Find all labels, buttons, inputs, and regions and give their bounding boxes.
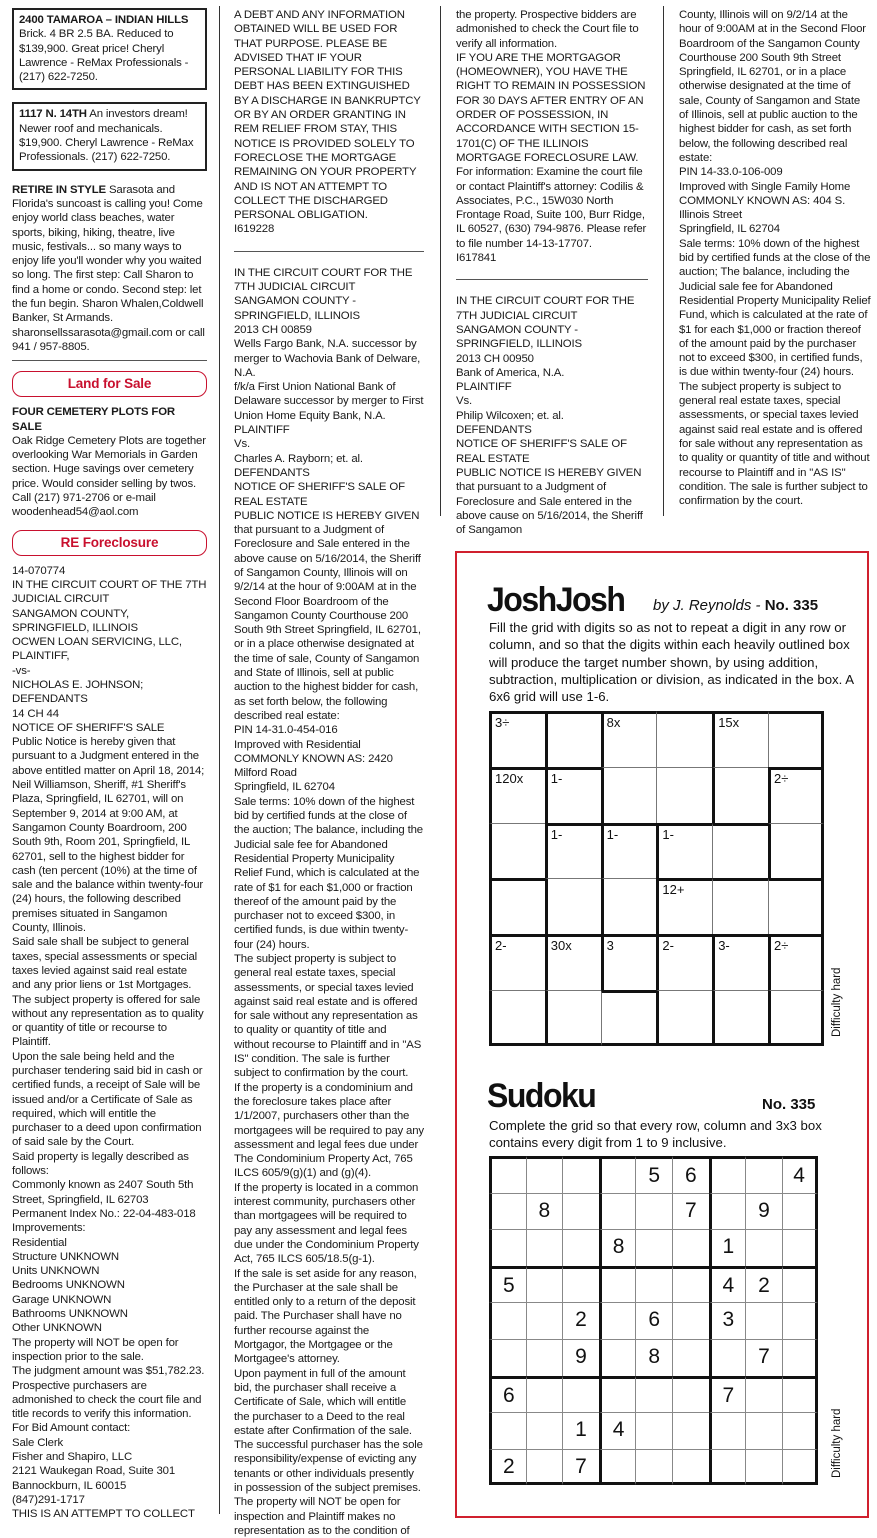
kenken-grid[interactable] [489,711,824,1046]
sudoku-cell[interactable] [599,1302,636,1339]
kenken-cell[interactable] [545,878,601,934]
sudoku-given: 4 [612,1418,625,1442]
sudoku-cell[interactable] [782,1412,819,1449]
kenken-cell[interactable] [601,823,657,879]
sudoku-given: 7 [575,1454,587,1478]
sudoku-cell[interactable] [745,1193,782,1230]
sudoku-given: 6 [502,1383,515,1407]
sudoku-cell[interactable] [745,1412,782,1449]
sudoku-cell[interactable] [672,1302,709,1339]
cage-label: 120x [495,770,524,786]
ad-body: Sarasota and Florida's suncoast is calling you! Come enjoy world class beaches, water sports, biking, hiking, theatre, live music, festivals... so many ways to enjoy life you'll wonder why you waited so long. The first step: Call Sharon to find a home or condo. Second step: let the fun begin. Sharon Whalen,Coldwell Banker, St Armands. sharonsellssarasota@gmail.com or call 941 / 957-8805. [12,183,205,353]
legal-notice-wilcoxen: IN THE CIRCUIT COURT FOR THE 7TH JUDICIAL CIRCUIT SANGAMON COUNTY - SPRINGFIELD, ILLINOIS 2013 CH 00950 Bank of America, N.A. PLAINTIFF Vs. Philip Wilcoxen; et. al. DEFENDANTS NOTICE OF SHERIFF'S SALE OF REAL ESTATE PUBLIC NOTICE IS HEREBY GIVEN that pursuant to a Judgment of Foreclosure and Sale entered in the above cause on 5/16/2014, the Sheriff of Sangamon [456,295,643,537]
sudoku-cell[interactable] [489,1229,526,1266]
cage-label: 15x [718,715,740,730]
sudoku-cell[interactable] [526,1156,563,1193]
sudoku-cell[interactable] [672,1266,709,1303]
kenken-byline [653,597,818,614]
sudoku-cell[interactable] [745,1302,782,1339]
puzzles-panel [455,551,869,1518]
kenken-cell[interactable] [712,878,768,934]
column-rule [440,6,441,516]
column-4 [679,8,871,508]
sudoku-cell[interactable] [526,1376,563,1413]
sudoku-cell[interactable] [489,1302,526,1339]
kenken-cell[interactable] [545,823,601,879]
sudoku-cell[interactable] [635,1376,672,1413]
kenken-cell[interactable] [768,767,824,823]
ad-cemetery [12,405,207,519]
sudoku-cell[interactable] [635,1412,672,1449]
sudoku-number-label: No. 335 [762,1096,816,1113]
column-2 [234,8,424,1538]
sudoku-cell[interactable] [709,1449,746,1486]
kenken-cell[interactable] [489,823,545,879]
sudoku-cell[interactable] [599,1339,636,1376]
kenken-cell[interactable] [712,823,768,879]
legal-notice-johnson-cont: A DEBT AND ANY INFORMATION OBTAINED WILL BE USED FOR THAT PURPOSE. PLEASE BE ADVISED THAT IF YOUR PERSONAL LIABILITY FOR THIS DEBT HAS BEEN EXTINGUISHED BY A DISCHARGE IN BANKRUPTCY OR BY AN ORDER GRANTING IN REM RELIEF FROM STAY, THIS NOTICE IS PROVIDED SOLELY TO FORECLOSE THE MORTGAGE REMAINING ON YOUR PROPERTY AND IS NOT AN ATTEMPT TO COLLECT THE DISCHARGED PERSONAL OBLIGATION. I619228 [234,9,421,236]
sudoku-cell[interactable] [562,1302,599,1339]
kenken-cell[interactable] [768,990,824,1046]
sudoku-cell[interactable] [489,1376,526,1413]
sudoku-cell[interactable] [599,1412,636,1449]
ad-headline: FOUR CEMETERY PLOTS FOR SALE [12,406,175,433]
cage-label: 2÷ [774,770,789,786]
cage-label: 3 [606,938,614,954]
kenken-cell[interactable] [601,711,657,767]
kenken-author: by J. Reynolds - [653,597,765,614]
sudoku-title: Sudoku [487,1075,596,1115]
kenken-cell[interactable] [601,767,657,823]
legal-notice-rayborn-cont: the property. Prospective bidders are admonished to check the Court file to verify all information. IF YOU ARE THE MORTGAGOR (HOMEOWNER), YOU HAVE THE RIGHT TO REMAIN IN POSSESSION FOR 30 DAYS AFTER ENTRY OF AN ORDER OF POSSESSION, IN ACCORDANCE WITH SECTION 15-1701(C) OF THE ILLINOIS MORTGAGE FORECLOSURE LAW. For information: Examine the court file or contact Plaintiff's attorney: Codilis & Associates, P.C., 15W030 North Frontage Road, Suite 100, Burr Ridge, IL 60527, (630) 794-9876. Please refer to file number 14-13-17707. I617841 [456,9,647,265]
cage-label: 1- [550,826,563,842]
cage-label: 3÷ [495,715,510,730]
kenken-cell[interactable] [656,823,712,879]
sudoku-cell[interactable] [782,1266,819,1303]
ad-tamaroa [12,8,207,90]
sudoku-cell[interactable] [599,1193,636,1230]
kenken-cell[interactable] [768,934,824,990]
cage-label: 1- [550,770,563,786]
sudoku-cell[interactable] [709,1339,746,1376]
sudoku-given: 8 [612,1235,625,1259]
sudoku-cell[interactable] [526,1193,563,1230]
kenken-cell[interactable] [712,990,768,1046]
sudoku-cell[interactable] [599,1156,636,1193]
sudoku-cell[interactable] [635,1193,672,1230]
sudoku-cell[interactable] [489,1412,526,1449]
sudoku-given: 3 [722,1308,735,1332]
divider [234,251,424,252]
sudoku-cell[interactable] [562,1376,599,1413]
sudoku-cell[interactable] [526,1339,563,1376]
sudoku-cell[interactable] [562,1156,599,1193]
sudoku-given: 2 [502,1454,515,1478]
sudoku-cell[interactable] [672,1229,709,1266]
legal-notice-rayborn: IN THE CIRCUIT COURT FOR THE 7TH JUDICIAL CIRCUIT SANGAMON COUNTY - SPRINGFIELD, ILLINOIS 2013 CH 00859 Wells Fargo Bank, N.A. successor by merger to Wachovia Bank of Delware, N.A. f/k/a First Union National Bank of Delaware successor by merger to First Union Home Equity Bank, N.A. PLAINTIFF Vs. Charles A. Rayborn; et. al. DEFENDANTS NOTICE OF SHERIFF'S SALE OF REAL ESTATE PUBLIC NOTICE IS HEREBY GIVEN that pursuant to a Judgment of Foreclosure and Sale entered in the above cause on 5/16/2014, the Sheriff of Sangamon County, Illinois will on 9/2/14 at the hour of 9:00AM at in the Second Floor Boardroom of the Sangamon County Courthouse 200 South 9th Street Springfield, IL 62701, or in a place otherwise designated at the time of sale, County of Sangamon and State of Illinois, sell at public auction to the highest bidder for cash, as set forth below, the following described real estate: PIN 14-31.0-454-016 Improved with Residential COMMONLY KNOWN AS: 2420 Milford Road Springfield, IL 62704 Sale terms: 10% down of the highest bid by certified funds at the close of the auction; The balance, including the Judicial sale fee for Abandoned Residential Property Municipality Relief Fund, which is calculated at the rate of $1 for each $1,000 or fraction thereof of the amount paid by the purchaser not to exceed $300, in certified funds, is due within twenty-four (24) hours. The subject property is subject to general real estate taxes, special assessments, or special taxes levied against said real estate and is offered for sale without any representation as to quality or quantity of title and without recourse to Plaintiff and in "AS IS" condition. The sale is further subject to confirmation by the court. If the property is a condominium and the foreclosure takes place after 1/1/2007, purchasers other than the mortgagees will be required to pay any assessment and legal fees due under The Condominium Property Act, 765 ILCS 605/9(g)(1) and (g)(4). If the property is located in a common interest community, purchasers other than mortgagees will be required to pay any assessment and legal fees due under the Condominium Property Act, 765 ILCS 605/18.5(g-1). If the sale is set aside for any reason, the Purchaser at the sale shall be entitled only to a return of the deposit paid. The Purchaser shall have no further recourse against the Mortgagor, the Mortgagee or the Mortgagee's attorney. Upon payment in full of the amount bid, the purchaser shall receive a Certificate of Sale, which will entitle the purchaser to a Deed to the real estate after Confirmation of the sale. The successful purchaser has the sole responsibility/expense of evicting any tenants or other individuals presently in possession of the subject premises. The property will NOT be open for inspection and Plaintiff makes no representation as to the condition of [234,266,424,1537]
divider [456,279,648,280]
legal-notice-wilcoxen-cont: County, Illinois will on 9/2/14 at the hour of 9:00AM at in the Second Floor Boardroom of the Sangamon County Courthouse 200 South 9th Street Springfield, IL 62701, or in a place otherwise designated at the time of sale, County of Sangamon and State of Illinois, sell at public auction to the highest bidder for cash, as set forth below, the following described real estate: PIN 14-33.0-106-009 Improved with Single Family Home COMMONLY KNOWN AS: 404 S. Illinois Street Springfield, IL 62704 Sale terms: 10% down of the highest bid by certified funds at the close of the auction; The balance, including the Judicial sale fee for Abandoned Residential Property Municipality Relief Fund, which is calculated at the rate of $1 for each $1,000 or fraction thereof of the amount paid by the purchaser not to exceed $300, in certified funds, is due within twenty-four (24) hours. The subject property is subject to general real estate taxes, special assessments, or special taxes levied against said real estate and is offered for sale without any representation as to quality or quantity of title and without recourse to Plaintiff and in "AS IS" condition. The sale is further subject to confirmation by the court. [679,9,871,508]
sudoku-cell[interactable] [599,1449,636,1486]
sudoku-cell[interactable] [745,1376,782,1413]
sudoku-cell[interactable] [672,1156,709,1193]
kenken-cell[interactable] [656,990,712,1046]
kenken-difficulty: Difficulty hard [831,967,843,1037]
kenken-title: JoshJosh [487,579,625,619]
sudoku-cell[interactable] [489,1339,526,1376]
sudoku-cell[interactable] [782,1193,819,1230]
ad-headline: 1117 N. 14TH [19,108,87,121]
sudoku-cell[interactable] [672,1449,709,1486]
sudoku-cell[interactable] [526,1302,563,1339]
kenken-cell[interactable] [489,934,545,990]
kenken-cell[interactable] [489,878,545,934]
sudoku-cell[interactable] [782,1302,819,1339]
sudoku-cell[interactable] [745,1156,782,1193]
kenken-cell[interactable] [768,878,824,934]
sudoku-cell[interactable] [709,1412,746,1449]
kenken-cell[interactable] [712,767,768,823]
kenken-cell[interactable] [768,711,824,767]
sudoku-cell[interactable] [782,1376,819,1413]
sudoku-given: 2 [575,1308,587,1332]
sudoku-cell[interactable] [782,1449,819,1486]
ad-retire [12,183,207,355]
sudoku-instructions: Complete the grid so that every row, column and 3x3 box contains every digit from 1 to 9 inclusive. [489,1118,822,1151]
sudoku-given: 5 [502,1273,515,1297]
sudoku-cell[interactable] [782,1229,819,1266]
cage-label: 8x [606,715,621,730]
kenken-cell[interactable] [489,711,545,767]
ad-14th [12,102,207,170]
sudoku-cell[interactable] [745,1266,782,1303]
sudoku-cell[interactable] [745,1229,782,1266]
cage-label: 12+ [662,882,685,898]
cage-label: 1- [662,826,674,842]
sudoku-cell[interactable] [599,1229,636,1266]
sudoku-cell[interactable] [745,1449,782,1486]
sudoku-cell[interactable] [709,1229,746,1266]
cage-label: 2÷ [774,938,789,954]
ad-headline: RETIRE IN STYLE [12,183,106,196]
sudoku-cell[interactable] [745,1339,782,1376]
cage-label: 2- [495,938,507,954]
cage-label: 1- [606,826,619,842]
ad-body: Oak Ridge Cemetery Plots are together overlooking War Memorials in Garden section. Huge savings over cemetery price. Would consider selling by twos. Call (217) 971-2706 or e-mail woodenhead54@aol.com [12,434,206,519]
sudoku-difficulty: Difficulty hard [831,1408,843,1478]
kenken-cell[interactable] [489,767,545,823]
sudoku-cell[interactable] [489,1193,526,1230]
kenken-cell[interactable] [712,711,768,767]
kenken-cell[interactable] [601,878,657,934]
divider [12,360,207,361]
sudoku-given: 6 [684,1164,697,1187]
sudoku-given: 2 [758,1273,770,1297]
sudoku-cell[interactable] [562,1339,599,1376]
sudoku-given: 5 [648,1164,661,1187]
sudoku-cell[interactable] [672,1193,709,1230]
ad-body: Brick. 4 BR 2.5 BA. Reduced to $139,900. Great price! Cheryl Lawrence - ReMax Professionals - (217) 622-7250. [19,28,189,84]
kenken-cell[interactable] [656,711,712,767]
column-rule [663,6,664,516]
ad-body: An investors dream! Newer roof and mechanicals. $19,900. Cheryl Lawrence - ReMax Professionals. (217) 622-7250. [19,108,194,164]
ad-headline: 2400 TAMAROA – INDIAN HILLS [19,14,189,26]
sudoku-cell[interactable] [562,1412,599,1449]
column-rule [219,6,220,1514]
kenken-cell[interactable] [601,990,657,1046]
sudoku-cell[interactable] [599,1266,636,1303]
sudoku-cell[interactable] [562,1266,599,1303]
sudoku-grid[interactable] [489,1156,818,1485]
kenken-cell[interactable] [712,934,768,990]
sudoku-given: 8 [648,1345,661,1368]
sudoku-cell[interactable] [489,1266,526,1303]
kenken-number: No. 335 [764,597,819,614]
cage-label: 2- [662,938,674,954]
sudoku-given: 9 [758,1198,770,1222]
kenken-cell[interactable] [545,711,601,767]
sudoku-cell[interactable] [599,1376,636,1413]
sudoku-cell[interactable] [562,1193,599,1230]
sudoku-cell[interactable] [782,1339,819,1376]
sudoku-cell[interactable] [562,1229,599,1266]
sudoku-given: 7 [722,1383,735,1407]
sudoku-given: 4 [722,1273,735,1297]
kenken-instructions: Fill the grid with digits so as not to repeat a digit in any row or column, and so that the digits within each heavily outlined box will produce the target number shown, by using addition, subtraction, multiplication or division, as indicated in the box. A 6x6 grid will use 1-6. [489,620,854,705]
sudoku-cell[interactable] [635,1156,672,1193]
sudoku-cell[interactable] [672,1412,709,1449]
sudoku-cell[interactable] [672,1376,709,1413]
sudoku-cell[interactable] [782,1156,819,1193]
sudoku-cell[interactable] [562,1449,599,1486]
sudoku-cell[interactable] [489,1449,526,1486]
sudoku-given: 4 [793,1164,805,1187]
kenken-cell[interactable] [545,934,601,990]
kenken-cell[interactable] [601,934,657,990]
sudoku-cell[interactable] [709,1266,746,1303]
kenken-cell[interactable] [489,990,545,1046]
sudoku-given: 6 [648,1308,661,1332]
sudoku-cell[interactable] [672,1339,709,1376]
kenken-cell[interactable] [656,767,712,823]
sudoku-cell[interactable] [635,1266,672,1303]
sudoku-cell[interactable] [526,1449,563,1486]
sudoku-number [762,1096,815,1113]
kenken-cell[interactable] [768,823,824,879]
sudoku-cell[interactable] [709,1302,746,1339]
sudoku-cell[interactable] [526,1229,563,1266]
sudoku-given: 7 [758,1345,770,1368]
kenken-cell[interactable] [656,878,712,934]
section-head-land: Land for Sale [12,371,207,397]
column-3 [456,8,648,537]
sudoku-cell[interactable] [709,1193,746,1230]
sudoku-cell[interactable] [709,1376,746,1413]
sudoku-cell[interactable] [709,1156,746,1193]
column-1 [12,8,207,1522]
sudoku-given: 9 [575,1345,587,1368]
sudoku-cell[interactable] [635,1339,672,1376]
kenken-cell[interactable] [545,990,601,1046]
kenken-cell[interactable] [545,767,601,823]
sudoku-cell[interactable] [526,1266,563,1303]
sudoku-given: 8 [538,1198,551,1222]
cage-label: 3- [718,938,730,954]
section-head-foreclosure: RE Foreclosure [12,530,207,556]
sudoku-given: 7 [684,1198,697,1222]
cage-label: 30x [550,938,572,954]
sudoku-cell[interactable] [635,1449,672,1486]
legal-notice-johnson: 14-070774 IN THE CIRCUIT COURT OF THE 7TH JUDICIAL CIRCUIT SANGAMON COUNTY, SPRINGFIELD, ILLINOIS OCWEN LOAN SERVICING, LLC, PLAINTIFF, -vs- NICHOLAS E. JOHNSON; DEFENDANTS 14 CH 44 NOTICE OF SHERIFF'S SALE Public Notice is hereby given that pursuant to a Judgment entered in the above entitled matter on April 18, 2014; Neil Williamson, Sheriff, #1 Sheriff's Plaza, Springfield, IL 62701, will on September 9, 2014 at 9:00 AM, at Sangamon County Boardroom, 200 South 9th, Room 201, Springfield, IL 62701, sell to the highest bidder for cash (ten percent (10%) at the time of sale and the balance within twenty-four (24) hours, the following described premises situated in Sangamon County, Illinois. Said sale shall be subject to general taxes, special assessments or special taxes levied against said real estate and any prior liens or 1st Mortgages. The subject property is offered for sale without any representation as to quality or quantity of title or recourse to Plaintiff. Upon the sale being held and the purchaser tendering said bid in cash or certified funds, a receipt of Sale will be issued and/or a Certificate of Sale as required, which will entitle the purchaser to a deed upon confirmation of said sale by the Court. Said property is legally described as follows: Commonly known as 2407 South 5th Street, Springfield, IL 62703 Permanent Index No.: 22-04-483-018 Improvements: Residential Structure UNKNOWN Units UNKNOWN Bedrooms UNKNOWN Garage UNKNOWN Bathrooms UNKNOWN Other UNKNOWN The property will NOT be open for inspection prior to the sale. The judgment amount was $51,782.23. Prospective purchasers are admonished to check the court file and title records to verify this information. For Bid Amount contact: Sale Clerk Fisher and Shapiro, LLC 2121 Waukegan Road, Suite 301 Bannockburn, IL 60015 (847)291-1717 THIS IS AN ATTEMPT TO COLLECT [12,564,207,1521]
sudoku-cell[interactable] [489,1156,526,1193]
sudoku-cell[interactable] [635,1302,672,1339]
sudoku-cell[interactable] [526,1412,563,1449]
sudoku-given: 1 [722,1235,735,1259]
kenken-cell[interactable] [656,934,712,990]
sudoku-given: 1 [575,1418,587,1442]
sudoku-cell[interactable] [635,1229,672,1266]
